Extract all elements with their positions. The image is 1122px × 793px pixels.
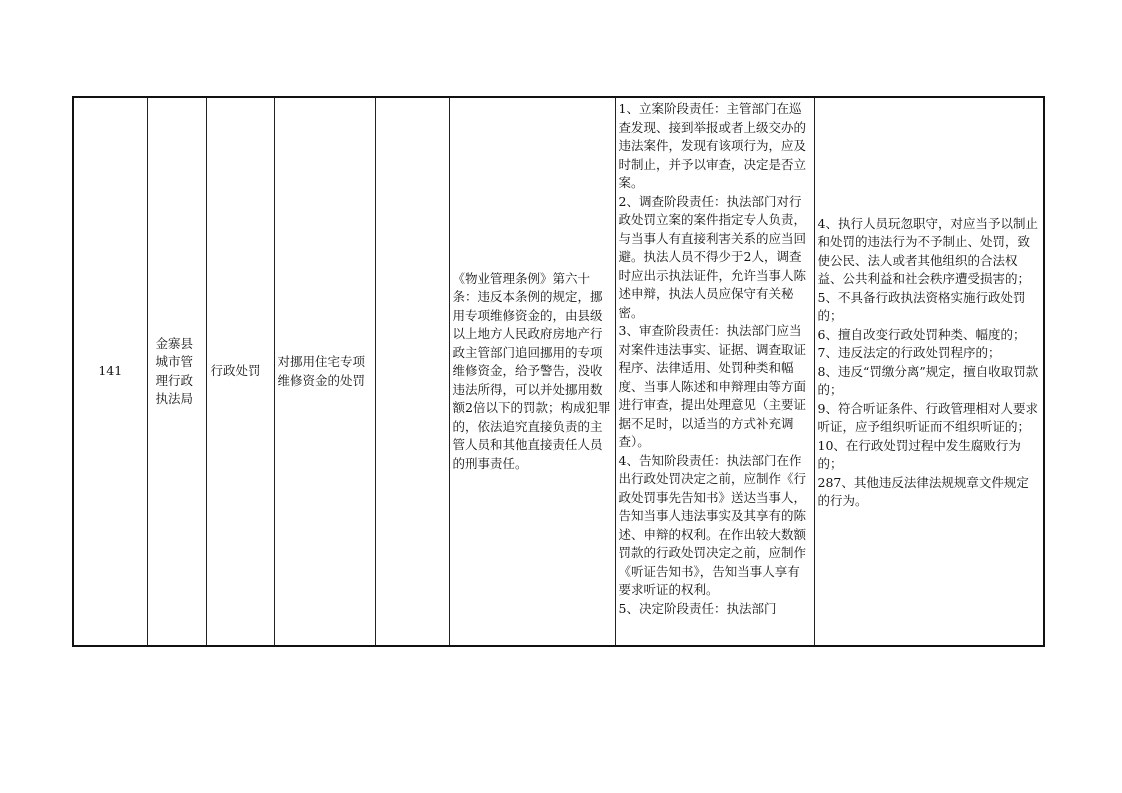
accountability-item: 7、违反法定的行政处罚程序的； (817, 345, 1001, 360)
responsibility-item: 2、调查阶段责任：执法部门对行政处罚立案的案件指定专人负责，与当事人有直接利害关系的应当回避。执法人员不得少于2人，调查时应出示执法证件，允许当事人陈述申辩，执法人员应保守有关秘密。 (618, 193, 807, 320)
accountability-item: 287、其他违反法律法规规章文件规定的行为。 (817, 474, 1029, 508)
row-number-cell (73, 97, 147, 646)
accountability-item: 9、符合听证条件、行政管理相对人要求听证，应予组织听证而不组织听证的； (817, 400, 1038, 434)
responsibility-list (616, 98, 814, 645)
accountability-list (818, 215, 1041, 511)
responsibility-item: 1、立案阶段责任：主管部门在巡查发现、接到举报或者上级交办的违法案件，发现有该项行为，应及时制止，并予以审查，决定是否立案。 (618, 101, 807, 190)
responsibility-item: 5、决定阶段责任：执法部门 (618, 600, 777, 616)
responsibility-cell (615, 97, 814, 646)
power-category: 行政处罚 (210, 363, 261, 379)
accountability-item: 4、执行人员玩忽职守，对应当予以制止和处罚的违法行为不予制止、处罚，致使公民、法人或者其他组织的合法权益、公共利益和社会秩序遭受损害的； (817, 215, 1038, 286)
row-number: 141 (98, 363, 123, 379)
item-name-cell (274, 97, 375, 646)
legal-basis-cell (449, 97, 615, 646)
accountability-item: 6、擅自改变行政处罚种类、幅度的； (817, 326, 1026, 342)
category-cell (206, 97, 274, 646)
table-row (73, 97, 1044, 646)
sub-item-cell (375, 97, 449, 646)
accountability-cell (814, 97, 1044, 646)
accountability-item: 8、违反“罚缴分离”规定，擅自收取罚款的； (817, 363, 1039, 397)
department-name: 金寨县城市管理行政执法局 (155, 335, 194, 406)
accountability-item: 5、不具备行政执法资格实施行政处罚的； (817, 289, 1026, 323)
legal-basis-text: 《物业管理条例》第六十条：违反本条例的规定，挪用专项维修资金的，由县级以上地方人民政府房地产行政主管部门追回挪用的专项维修资金，给予警告，没收违法所得，可以并处挪用数额2倍以下的罚款；构成犯罪的，依法追究直接负责的主管人员和其他直接责任人员的刑事责任。 (452, 270, 611, 471)
responsibility-item: 3、审查阶段责任：执法部门应当对案件违法事实、证据、调查取证程序、法律适用、处罚种类和幅度、当事人陈述和申辩理由等方面进行审查，提出处理意见（主要证据不足时，以适当的方式补充调查）。 (618, 323, 807, 449)
power-list-table (72, 96, 1045, 647)
responsibility-item: 4、告知阶段责任：执法部门在作出行政处罚决定之前，应制作《行政处罚事先告知书》送达当事人，告知当事人违法事实及其享有的陈述、申辩的权利。在作出较大数额罚款的行政处罚决定之前，应制作《听证告知书》，告知当事人享有要求听证的权利。 (618, 452, 807, 597)
power-item-name: 对挪用住宅专项维修资金的处罚 (277, 354, 366, 388)
department-cell (147, 97, 206, 646)
accountability-item: 10、在行政处罚过程中发生腐败行为的； (817, 437, 1021, 471)
